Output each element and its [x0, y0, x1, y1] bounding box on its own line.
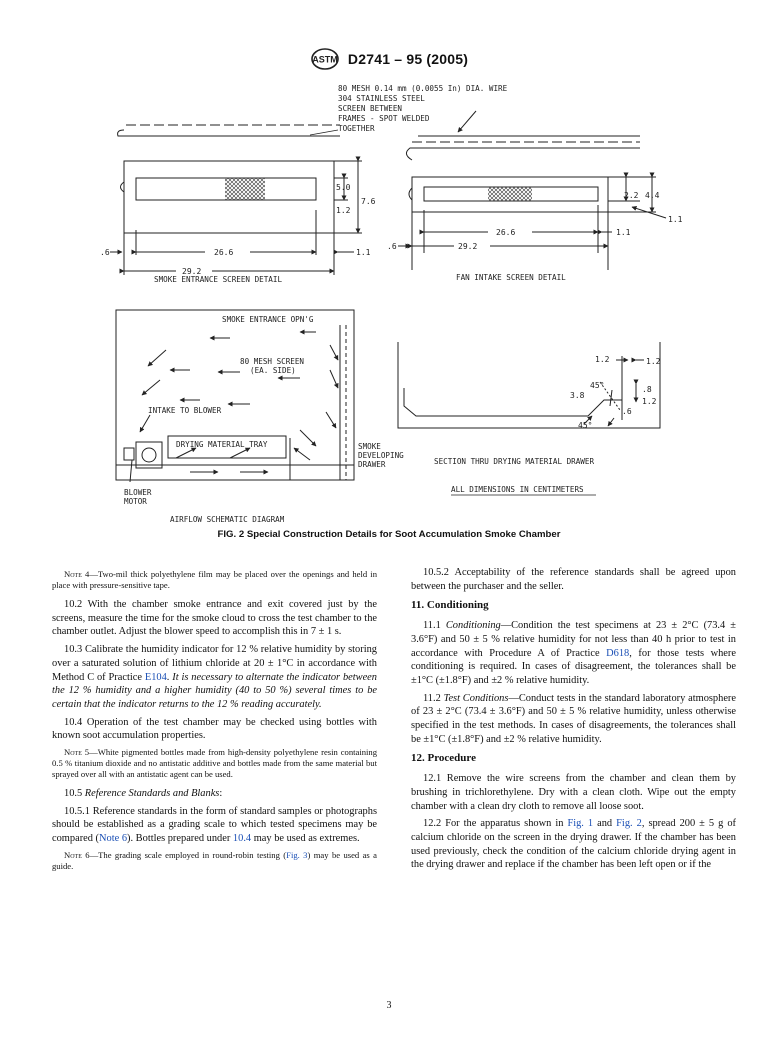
note-4-text: —Two-mil thick polyethylene film may be placed over the openings and held in place with pressure-sensitive tape.	[52, 569, 377, 590]
figure-2-drawings	[0, 70, 778, 530]
motor-label-2: MOTOR	[124, 497, 147, 506]
sec-dim-45-b: 45°	[578, 421, 593, 430]
paragraph-10-3	[52, 643, 377, 712]
p12-2-a: 12.2 For the apparatus shown in	[423, 818, 568, 830]
note-6-b: ) may be used as a guide.	[52, 849, 377, 871]
paragraph-11-1	[411, 619, 736, 688]
motor-label-1: BLOWER	[124, 488, 152, 497]
paragraph-12-2	[411, 817, 736, 872]
sec-dim-1-2-a: 1.2	[595, 355, 610, 364]
mesh-screen-label: 80 MESH SCREEN	[240, 357, 305, 366]
smoke-screen-title: SMOKE ENTRANCE SCREEN DETAIL	[154, 275, 283, 284]
mesh-note-line-3: SCREEN BETWEEN	[338, 104, 403, 113]
p12-2-b: and	[593, 818, 617, 830]
p11-2-text: —Conduct tests in the standard laboratory atmosphere of 23 ± 2°C (73.4 ± 3.6°F) and 50 ± 5 % relative humidity, unless otherwise specified in the test methods. In cases of disagreements, the tolerances shall be ±1°C (±1.8°F) and ±2 % relative humidity.	[411, 692, 737, 745]
paragraph-10-2: 10.2 With the chamber smoke entrance and exit covered just by the screens, measure the time for the smoke cloud to cross the test chamber to the chamber outlet. Adjust the blower speed to accomplish this in 7 ± 1 s.	[52, 599, 377, 638]
dim-26-6-b: 26.6	[496, 228, 516, 237]
p12-2-c: , spread 200 ± 5 g of calcium chloride on the screen in the drying drawer. If the chamber has been used previously, check the condition of the calcium chloride drying agent in the drying drawer and replace if the chamber has been left open or if the	[411, 818, 736, 871]
drawer-label-2: DEVELOPING	[358, 451, 404, 460]
dim-1-1-c: 1.1	[616, 228, 631, 237]
dim-1-1-a: 1.1	[356, 248, 371, 257]
sec-dim-0-8: .8	[642, 385, 652, 394]
dim-26-6-a: 26.6	[214, 248, 234, 257]
paragraph-12-1: 12.1 Remove the wire screens from the chamber and clean them by brushing in trichlorethylene. Dry with a clean cloth. Wipe out the empty chamber with a clean dry cloth to remove all loose soot.	[411, 773, 736, 812]
p10-5-end: :	[219, 788, 223, 800]
ref-fig-2-link[interactable]: Fig. 2	[616, 818, 642, 830]
astm-logo-icon	[310, 48, 340, 70]
p10-5-1-b: ). Bottles prepared under	[127, 833, 233, 845]
p10-5-1-c: may be used as extremes.	[251, 833, 360, 845]
note-5-label: Note 5	[64, 747, 90, 758]
dim-7-6: 7.6	[361, 197, 376, 206]
p11-1-title: Conditioning	[445, 620, 501, 632]
svg-text:ASTM: ASTM	[312, 54, 338, 65]
note-4	[52, 569, 377, 591]
note-6-label: Note 6	[64, 849, 90, 860]
sec-dim-45-a: 45°	[590, 381, 605, 390]
dim-1-2: 1.2	[336, 206, 351, 215]
note-5-text: —White pigmented bottles made from high-density polyethylene resin containing 0.5 % titanium dioxide and no antistatic additive and bottles made from the same material but sprayed over all with an antistatic agent can be used.	[52, 747, 377, 780]
ref-e104-link[interactable]: E104	[144, 671, 167, 683]
dim-2-2: 2.2	[624, 191, 639, 200]
p11-1-a: —Condition the test specimens at 23 ± 2°C (73.4 ± 3.6°F) and 50 ± 5 % relative humidity for not less than 40 h prior to test in accordance with Procedure A of Practice	[411, 620, 736, 659]
ref-note-6-link[interactable]: Note 6	[99, 833, 128, 845]
dim-0-6-a: .6	[100, 248, 110, 257]
paragraph-10-5-2: 10.5.2 Acceptability of the reference standards shall be agreed upon between the purchaser and the seller.	[411, 567, 736, 592]
p10-3-text-b: .	[166, 671, 173, 683]
tray-label: DRYING MATERIAL TRAY	[176, 440, 268, 449]
dim-29-2-a: 29.2	[182, 267, 202, 276]
paragraph-10-4: 10.4 Operation of the test chamber may be checked using bottles with known soot accumulation properties.	[52, 716, 377, 742]
sec-dim-1-2-b: 1.2	[646, 357, 661, 366]
section-heading-procedure: 12. Procedure	[411, 752, 476, 765]
dim-0-6-b: .6	[387, 242, 397, 251]
p10-5-title: Reference Standards and Blanks	[84, 788, 220, 800]
section-title: SECTION THRU DRYING MATERIAL DRAWER	[434, 457, 595, 466]
p11-1-num: 11.1	[423, 620, 446, 632]
paragraph-11-2	[411, 692, 736, 747]
note-6-a: —The grading scale employed in round-robin testing (	[89, 849, 287, 860]
ref-fig-1-link[interactable]: Fig. 1	[567, 818, 594, 830]
right-column	[411, 566, 736, 876]
intake-label: INTAKE TO BLOWER	[148, 406, 222, 415]
airflow-title: AIRFLOW SCHEMATIC DIAGRAM	[170, 515, 285, 524]
dim-29-2-b: 29.2	[458, 242, 478, 251]
figure-caption: FIG. 2 Special Construction Details for Soot Accumulation Smoke Chamber	[217, 529, 561, 540]
ref-d618-link[interactable]: D618	[606, 647, 630, 659]
standard-designation: D2741 – 95 (2005)	[347, 51, 469, 67]
page-header	[0, 48, 778, 70]
drawer-label-3: DRAWER	[358, 460, 386, 469]
ref-fig-3-link[interactable]: Fig. 3	[286, 849, 308, 860]
p10-5-1-a: 10.5.1 Reference standards in the form of standard samples or photographs should be established as a grading scale to which tested specimens may be compared (	[52, 805, 377, 845]
mesh-screen-sublabel: (EA. SIDE)	[250, 366, 296, 375]
p11-2-num: 11.2	[423, 692, 444, 704]
mesh-note-line-1: 80 MESH 0.14 mm (0.0055 In) DIA. WIRE	[338, 84, 508, 93]
mesh-note-line-2: 304 STAINLESS STEEL	[338, 94, 425, 103]
drawer-label-1: SMOKE	[358, 442, 381, 451]
units-note: ALL DIMENSIONS IN CENTIMETERS	[451, 485, 584, 494]
left-column	[52, 566, 377, 879]
note-4-label: Note 4	[64, 569, 90, 579]
sec-dim-1-2-c: 1.2	[642, 397, 657, 406]
note-5	[52, 747, 377, 780]
dim-5-0: 5.0	[336, 183, 351, 192]
ref-10-4-link[interactable]: 10.4	[232, 833, 252, 845]
airflow-schematic-drawing	[116, 310, 354, 482]
paragraph-10-5	[52, 787, 377, 801]
mesh-note-line-4: FRAMES - SPOT WELDED	[338, 114, 430, 123]
p10-3-italic: It is necessary to alternate the indicator between the 12 % humidity and a higher humidity (40 to 50 %) several times to be certain that the indicator returns to the 12 % reading accurately.	[52, 671, 377, 710]
mesh-note-line-5: TOGETHER	[338, 124, 375, 133]
drying-drawer-section-drawing	[398, 342, 660, 428]
dim-1-1-b: 1.1	[668, 215, 683, 224]
p11-2-title: Test Conditions	[443, 692, 509, 704]
p10-3-text-a: 10.3 Calibrate the humidity indicator for 12 % relative humidity by storing over a saturated solution of lithium chloride at 20 ± 1°C in accordance with Method C of Practice	[52, 644, 377, 683]
smoke-opening-label: SMOKE ENTRANCE OPN'G	[222, 315, 314, 324]
page-number: 3	[386, 1000, 392, 1011]
section-heading-conditioning: 11. Conditioning	[411, 599, 489, 612]
smoke-entrance-screen-drawing	[110, 125, 362, 275]
p11-1-b: , for those tests where conditioning is required. In cases of disagreement, the tolerances shall be ±1°C (±1.8°F) and ±2 % relative humidity.	[411, 647, 736, 686]
dim-4-4: 4.4	[645, 191, 660, 200]
note-6	[52, 850, 377, 872]
fan-screen-title: FAN INTAKE SCREEN DETAIL	[456, 273, 566, 282]
paragraph-10-5-1	[52, 805, 377, 846]
sec-dim-3-8: 3.8	[570, 391, 585, 400]
p10-5-num: 10.5	[64, 788, 85, 800]
sec-dim-0-6: .6	[622, 407, 632, 416]
